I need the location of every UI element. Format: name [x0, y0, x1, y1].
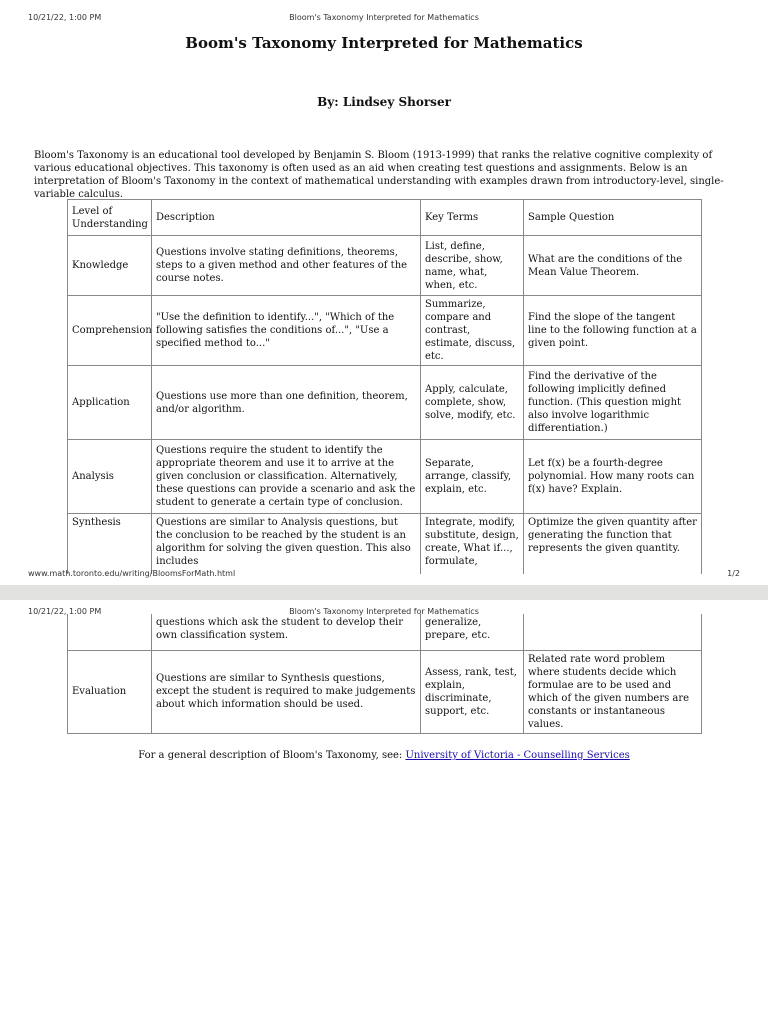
author-line: By: Lindsey Shorser: [317, 95, 451, 109]
row-key-terms: List, define, describe, show, name, what, when, etc.: [421, 236, 524, 296]
header-description: Description: [152, 200, 421, 236]
row-level: Evaluation: [68, 650, 152, 733]
row-key-terms: Integrate, modify, substitute, design, create, What if..., formulate,: [421, 514, 524, 574]
print-footer-page: 1/2: [727, 569, 740, 578]
row-sample-question: Related rate word problem where students decide which formulae are to be used and which of the given numbers are constants or instantaneous values.: [524, 650, 702, 733]
table-row: [68, 236, 702, 296]
row-key-terms: Assess, rank, test, explain, discriminate, support, etc.: [421, 650, 524, 733]
row-key-terms: Summarize, compare and contrast, estimate, discuss, etc.: [421, 296, 524, 366]
row-description: Questions are similar to Analysis questions, but the conclusion to be reached by the student is an algorithm for solving the given question. This also includes: [152, 514, 421, 574]
print-header-timestamp: 10/21/22, 1:00 PM: [28, 13, 102, 22]
row-level: Synthesis: [68, 514, 152, 574]
row-description: Questions are similar to Synthesis questions, except the student is required to make judgements about which information should be used.: [152, 650, 421, 733]
row-description: Questions require the student to identify the appropriate theorem and use it to arrive at the given conclusion or classification. Alternatively, these questions can provide a scenario and ask the student to generate a certain type of conclusion.: [152, 440, 421, 514]
row-level: Analysis: [68, 440, 152, 514]
footnote: [0, 750, 768, 761]
table-row: [68, 366, 702, 440]
header-sample-question: Sample Question: [524, 200, 702, 236]
table-row: [68, 650, 702, 733]
counselling-services-link[interactable]: University of Victoria - Counselling Services: [405, 750, 630, 761]
row-description: "Use the definition to identify...", "Which of the following satisfies the conditions of...", "Use a specified method to...": [152, 296, 421, 366]
page-break: [0, 585, 768, 600]
taxonomy-table-continued: [67, 614, 702, 734]
table-row: [68, 514, 702, 574]
print-footer-url: www.math.toronto.edu/writing/BloomsForMath.html: [28, 569, 236, 578]
row-key-terms: Separate, arrange, classify, explain, etc.: [421, 440, 524, 514]
row-sample-question: Find the slope of the tangent line to the following function at a given point.: [524, 296, 702, 366]
row-level: Comprehension: [68, 296, 152, 366]
row-sample-question: Optimize the given quantity after generating the function that represents the given quantity.: [524, 514, 702, 574]
header-level: Level of Understanding: [68, 200, 152, 236]
row-description: Questions use more than one definition, theorem, and/or algorithm.: [152, 366, 421, 440]
table-row: [68, 296, 702, 366]
row-sample-question: Let f(x) be a fourth-degree polynomial. How many roots can f(x) have? Explain.: [524, 440, 702, 514]
page-title: Boom's Taxonomy Interpreted for Mathematics: [185, 34, 583, 52]
table-row-continued: [68, 614, 702, 650]
row-description: Questions involve stating definitions, theorems, steps to a given method and other features of the course notes.: [152, 236, 421, 296]
print-header-timestamp: 10/21/22, 1:00 PM: [28, 607, 102, 616]
intro-paragraph: Bloom's Taxonomy is an educational tool developed by Benjamin S. Bloom (1913-1999) that ranks the relative cognitive complexity of various educational objectives. This taxonomy is often used as an aid when creating test questions and assignments. Below is an interpretation of Bloom's Taxonomy in the context of mathematical understanding with examples drawn from introductory-level, single-variable calculus.: [34, 150, 724, 200]
table-row: [68, 440, 702, 514]
taxonomy-table: [67, 199, 702, 574]
row-sample-question: What are the conditions of the Mean Value Theorem.: [524, 236, 702, 296]
header-key-terms: Key Terms: [421, 200, 524, 236]
row-description: questions which ask the student to develop their own classification system.: [152, 614, 421, 650]
footnote-text: For a general description of Bloom's Taxonomy, see:: [138, 750, 406, 761]
row-key-terms: Apply, calculate, complete, show, solve, modify, etc.: [421, 366, 524, 440]
print-header-title: Bloom's Taxonomy Interpreted for Mathematics: [289, 607, 479, 616]
row-level: Knowledge: [68, 236, 152, 296]
table-header-row: [68, 200, 702, 236]
print-header-title: Bloom's Taxonomy Interpreted for Mathematics: [289, 13, 479, 22]
row-key-terms: generalize, prepare, etc.: [421, 614, 524, 650]
row-level: Application: [68, 366, 152, 440]
row-sample-question: Find the derivative of the following implicitly defined function. (This question might also involve logarithmic differentiation.): [524, 366, 702, 440]
